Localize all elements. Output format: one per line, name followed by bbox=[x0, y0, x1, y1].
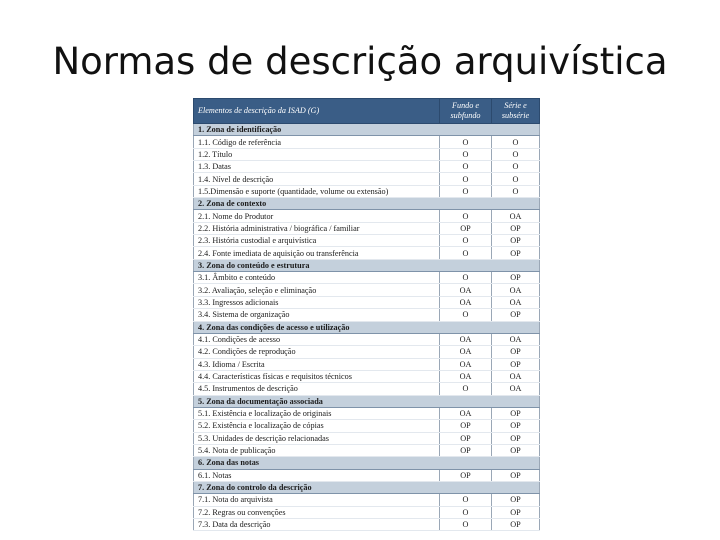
table-row bbox=[194, 333, 540, 345]
serie-value: O bbox=[492, 161, 540, 173]
element-label: 3.4. Sistema de organização bbox=[194, 309, 440, 321]
header-elements: Elementos de descrição da ISAD (G) bbox=[194, 99, 440, 124]
serie-value: OP bbox=[492, 432, 540, 444]
fundo-value: OA bbox=[440, 333, 492, 345]
table-row bbox=[194, 407, 540, 419]
fundo-value: OP bbox=[440, 432, 492, 444]
fundo-value: O bbox=[440, 173, 492, 185]
element-label: 5.4. Nota de publicação bbox=[194, 444, 440, 456]
table-row bbox=[194, 506, 540, 518]
serie-value: OP bbox=[492, 444, 540, 456]
fundo-value: OP bbox=[440, 469, 492, 481]
element-label: 7.2. Regras ou convenções bbox=[194, 506, 440, 518]
element-label: 7.3. Data da descrição bbox=[194, 519, 440, 531]
element-label: 2.1. Nome do Produtor bbox=[194, 210, 440, 222]
table-row bbox=[194, 346, 540, 358]
zone-row bbox=[194, 457, 540, 469]
fundo-value: OA bbox=[440, 346, 492, 358]
element-label: 2.4. Fonte imediata de aquisição ou transferência bbox=[194, 247, 440, 259]
serie-value: OA bbox=[492, 296, 540, 308]
fundo-value: O bbox=[440, 494, 492, 506]
fundo-value: OA bbox=[440, 284, 492, 296]
fundo-value: O bbox=[440, 235, 492, 247]
fundo-value: O bbox=[440, 136, 492, 148]
zone-heading: 7. Zona do controlo da descrição bbox=[194, 481, 540, 493]
element-label: 4.4. Características físicas e requisitos técnicos bbox=[194, 370, 440, 382]
element-label: 5.1. Existência e localização de originais bbox=[194, 407, 440, 419]
element-label: 3.2. Avaliação, seleção e eliminação bbox=[194, 284, 440, 296]
header-serie-subserie: Série e subsérie bbox=[492, 99, 540, 124]
fundo-value: OA bbox=[440, 370, 492, 382]
fundo-value: OP bbox=[440, 420, 492, 432]
zone-row bbox=[194, 198, 540, 210]
element-label: 1.4. Nível de descrição bbox=[194, 173, 440, 185]
isad-elements-table bbox=[193, 98, 540, 531]
zone-row bbox=[194, 481, 540, 493]
zone-row bbox=[194, 259, 540, 271]
element-label: 1.5.Dimensão e suporte (quantidade, volume ou extensão) bbox=[194, 185, 440, 197]
serie-value: OP bbox=[492, 519, 540, 531]
element-label: 4.1. Condições de acesso bbox=[194, 333, 440, 345]
table-row bbox=[194, 247, 540, 259]
table-row bbox=[194, 494, 540, 506]
table-row bbox=[194, 136, 540, 148]
serie-value: OP bbox=[492, 309, 540, 321]
zone-heading: 1. Zona de identificação bbox=[194, 124, 540, 136]
zone-heading: 4. Zona das condições de acesso e utilização bbox=[194, 321, 540, 333]
serie-value: OP bbox=[492, 358, 540, 370]
serie-value: OP bbox=[492, 494, 540, 506]
table-row bbox=[194, 469, 540, 481]
fundo-value: O bbox=[440, 185, 492, 197]
zone-heading: 6. Zona das notas bbox=[194, 457, 540, 469]
fundo-value: O bbox=[440, 161, 492, 173]
table-row bbox=[194, 161, 540, 173]
fundo-value: O bbox=[440, 272, 492, 284]
header-fundo-subfundo: Fundo e subfundo bbox=[440, 99, 492, 124]
table-row bbox=[194, 222, 540, 234]
table-row bbox=[194, 383, 540, 395]
element-label: 3.3. Ingressos adicionais bbox=[194, 296, 440, 308]
table-row bbox=[194, 296, 540, 308]
table-row bbox=[194, 309, 540, 321]
serie-value: O bbox=[492, 173, 540, 185]
fundo-value: O bbox=[440, 383, 492, 395]
table-row bbox=[194, 284, 540, 296]
element-label: 4.5. Instrumentos de descrição bbox=[194, 383, 440, 395]
zone-row bbox=[194, 321, 540, 333]
serie-value: OA bbox=[492, 333, 540, 345]
serie-value: OP bbox=[492, 346, 540, 358]
element-label: 7.1. Nota do arquivista bbox=[194, 494, 440, 506]
fundo-value: O bbox=[440, 519, 492, 531]
element-label: 2.3. História custodial e arquivística bbox=[194, 235, 440, 247]
fundo-value: O bbox=[440, 247, 492, 259]
serie-value: OP bbox=[492, 272, 540, 284]
serie-value: OP bbox=[492, 506, 540, 518]
table-row bbox=[194, 272, 540, 284]
table-row bbox=[194, 235, 540, 247]
serie-value: OP bbox=[492, 420, 540, 432]
table-row bbox=[194, 370, 540, 382]
table-row bbox=[194, 358, 540, 370]
element-label: 1.2. Título bbox=[194, 148, 440, 160]
serie-value: OA bbox=[492, 383, 540, 395]
zone-row bbox=[194, 395, 540, 407]
fundo-value: OP bbox=[440, 222, 492, 234]
table-row bbox=[194, 173, 540, 185]
element-label: 4.2. Condições de reprodução bbox=[194, 346, 440, 358]
table-header-row bbox=[194, 99, 540, 124]
fundo-value: OA bbox=[440, 407, 492, 419]
element-label: 4.3. Idioma / Escrita bbox=[194, 358, 440, 370]
serie-value: O bbox=[492, 185, 540, 197]
fundo-value: O bbox=[440, 309, 492, 321]
serie-value: OA bbox=[492, 210, 540, 222]
fundo-value: OP bbox=[440, 444, 492, 456]
table-row bbox=[194, 148, 540, 160]
fundo-value: O bbox=[440, 148, 492, 160]
serie-value: OP bbox=[492, 247, 540, 259]
serie-value: OP bbox=[492, 407, 540, 419]
element-label: 3.1. Âmbito e conteúdo bbox=[194, 272, 440, 284]
zone-heading: 2. Zona de contexto bbox=[194, 198, 540, 210]
zone-row bbox=[194, 124, 540, 136]
table-row bbox=[194, 444, 540, 456]
table-row bbox=[194, 519, 540, 531]
serie-value: OP bbox=[492, 235, 540, 247]
fundo-value: OA bbox=[440, 296, 492, 308]
element-label: 6.1. Notas bbox=[194, 469, 440, 481]
table-row bbox=[194, 210, 540, 222]
fundo-value: O bbox=[440, 210, 492, 222]
element-label: 1.1. Código de referência bbox=[194, 136, 440, 148]
serie-value: OA bbox=[492, 370, 540, 382]
element-label: 1.3. Datas bbox=[194, 161, 440, 173]
serie-value: O bbox=[492, 148, 540, 160]
zone-heading: 3. Zona do conteúdo e estrutura bbox=[194, 259, 540, 271]
serie-value: OP bbox=[492, 469, 540, 481]
fundo-value: OA bbox=[440, 358, 492, 370]
element-label: 2.2. História administrativa / biográfica / familiar bbox=[194, 222, 440, 234]
table-row bbox=[194, 432, 540, 444]
serie-value: OP bbox=[492, 222, 540, 234]
table-row bbox=[194, 420, 540, 432]
zone-heading: 5. Zona da documentação associada bbox=[194, 395, 540, 407]
slide-title: Normas de descrição arquivística bbox=[52, 40, 668, 83]
table-row bbox=[194, 185, 540, 197]
element-label: 5.3. Unidades de descrição relacionadas bbox=[194, 432, 440, 444]
serie-value: OA bbox=[492, 284, 540, 296]
fundo-value: O bbox=[440, 506, 492, 518]
serie-value: O bbox=[492, 136, 540, 148]
element-label: 5.2. Existência e localização de cópias bbox=[194, 420, 440, 432]
